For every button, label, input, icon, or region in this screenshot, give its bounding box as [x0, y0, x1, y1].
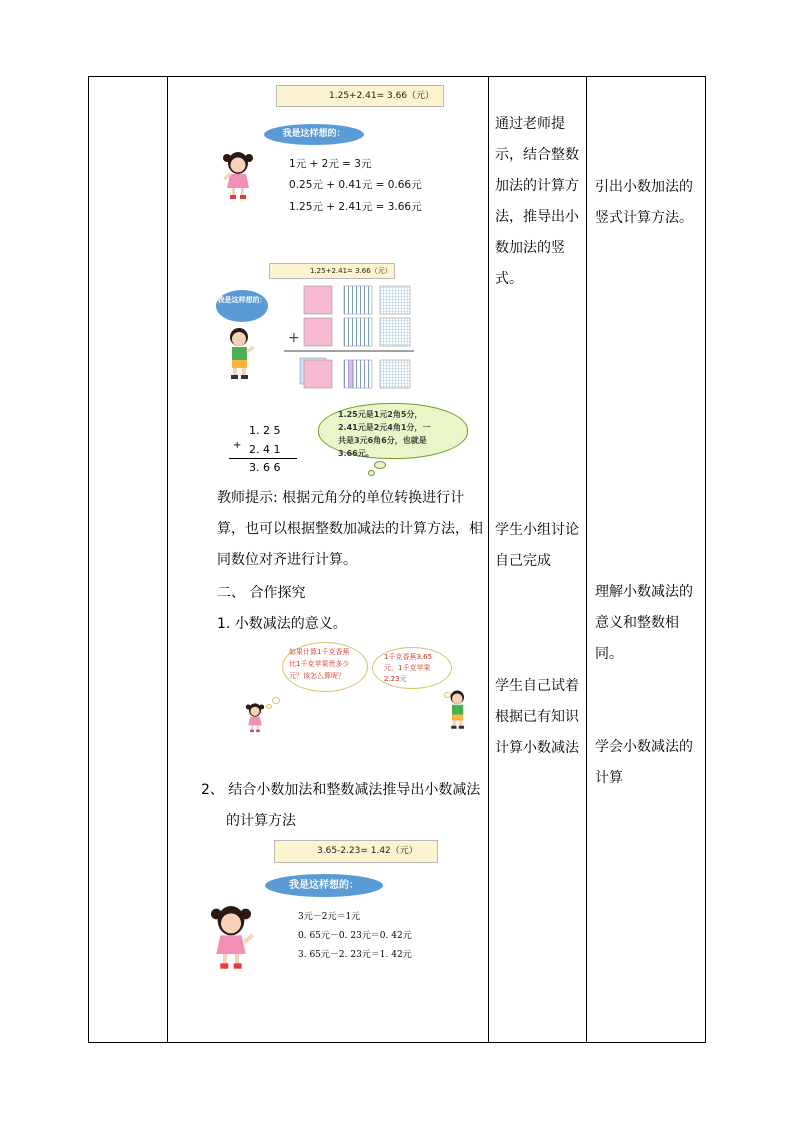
subsection-title: 1. 小数减法的意义。	[217, 616, 347, 632]
column-divider	[167, 77, 168, 1042]
student-activity-1: 通过老师提示，结合整数加法的计算方法，推导出小数加法的竖式。	[495, 116, 579, 287]
column-divider	[488, 77, 489, 1042]
vertical-result: 3. 6 6	[249, 461, 281, 474]
student-activity-2: 学生小组讨论自己完成	[495, 522, 579, 569]
cloud-text: 1.25元是1元2角5分，2.41元是2元4角1分，一共是3元6角6分，也就是3.66元。	[338, 410, 431, 458]
design-intent-1: 引出小数加法的竖式计算方法。	[595, 179, 693, 226]
formula-line: 3元－2元＝1元	[298, 912, 361, 922]
bubble-right-text: 1千克香蕉3.65元，1千克苹果2.23元	[384, 653, 433, 683]
formula-line: 3. 65元－2. 23元＝1. 42元	[298, 950, 412, 960]
vertical-row2: 2. 4 1	[249, 443, 281, 456]
design-intent-2: 理解小数减法的意义和整数相同。	[595, 584, 693, 662]
bubble-left-text: 如果计算1千克香蕉比1千克苹果贵多少元？该怎么算呢？	[289, 648, 350, 680]
subsection-title-cont: 的计算方法	[226, 813, 296, 829]
plus-sign: +	[288, 330, 300, 346]
bubble-dot	[272, 697, 280, 704]
equation-banner: 1.25+2.41= 3.66（元）	[269, 263, 395, 279]
vertical-plus-sign: +	[233, 440, 242, 451]
boy-illustration	[224, 326, 256, 382]
boy-illustration	[446, 688, 470, 732]
equation-banner: 1.25+2.41= 3.66（元）	[276, 85, 444, 107]
formula-line: 0. 65元－0. 23元＝0. 42元	[298, 931, 412, 941]
student-activity-3: 学生自己试着根据已有知识计算小数减法	[495, 678, 579, 756]
formula-line: 1元 + 2元 = 3元	[289, 158, 372, 170]
unit-blocks-diagram	[284, 284, 414, 392]
girl-illustration	[207, 902, 255, 974]
girl-illustration	[220, 150, 256, 202]
formula-line: 1.25元 + 2.41元 = 3.66元	[289, 201, 422, 213]
formula-line: 0.25元 + 0.41元 = 0.66元	[289, 179, 422, 191]
bubble-dot	[266, 704, 272, 709]
think-label: 我是这样想的：	[264, 124, 364, 145]
cloud-dot	[368, 470, 375, 476]
teacher-hint: 教师提示: 根据元角分的单位转换进行计算，也可以根据整数加减法的计算方法，相同数位对齐进行计算。	[217, 490, 483, 568]
section-heading: 二、 合作探究	[217, 585, 306, 601]
vertical-line	[229, 458, 297, 459]
subsection-title: 2、 结合小数加法和整数减法推导出小数减法	[201, 782, 481, 798]
think-label: 我是这样想的：	[216, 290, 268, 322]
cloud-dot	[374, 461, 386, 469]
equation-banner: 3.65-2.23= 1.42（元）	[274, 840, 438, 863]
vertical-row1: 1. 2 5	[249, 424, 281, 437]
think-label: 我是这样想的：	[265, 874, 383, 897]
girl-illustration	[244, 701, 266, 735]
design-intent-3: 学会小数减法的计算	[595, 739, 693, 786]
